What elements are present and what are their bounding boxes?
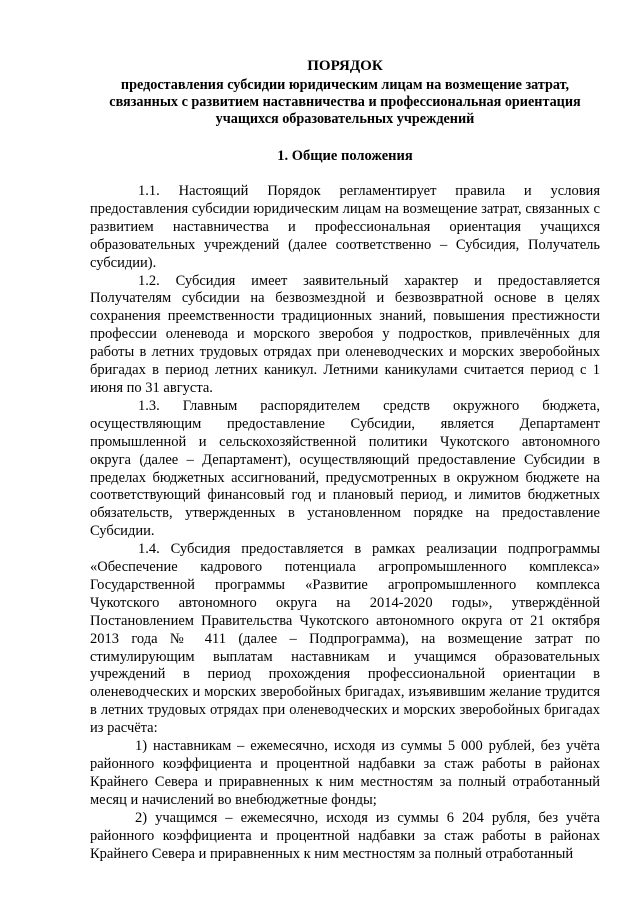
paragraph-1-4: 1.4. Субсидия предоставляется в рамках реализации подпрограммы «Обеспечение кадрового потенциала агропромышленного комплекса» Государственной программы «Развитие агропромышленного комплекса Чукотского автономного округа на 2014-2020 годы», утверждённой Постановлением Правительства Чукотского автономного округа от 21 октября 2013 года № 411 (далее – Подпрограмма), на возмещение затрат по стимулирующим выплатам наставникам и учащимся образовательных учреждений в период прохождения профессиональной ориентации в оленеводческих и морских зверобойных бригадах, изъявившим желание трудится в летних трудовых отрядах при оленеводческих и морских зверобойных бригадах из расчёта: bbox=[90, 541, 600, 737]
paragraph-1-3: 1.3. Главным распорядителем средств окружного бюджета, осуществляющим предоставление Субсидии, является Департамент промышленной и сельскохозяйственной политики Чукотского автономного округа (далее – Департамент), осуществляющий предоставление Субсидии в пределах бюджетных ассигнований, предусмотренных в окружном бюджете на соответствующий финансовый год и плановый период, и лимитов бюджетных обязательств, утвержденных в установленном порядке на предоставление Субсидии. bbox=[90, 397, 600, 540]
document-subtitle: предоставления субсидии юридическим лицам на возмещение затрат, связанных с развитием наставничества и профессиональная ориентация учащихся образовательных учреждений bbox=[109, 77, 581, 127]
section-heading: 1. Общие положения bbox=[277, 148, 413, 164]
list-item-1: 1) наставникам – ежемесячно, исходя из суммы 5 000 рублей, без учёта районного коэффициента и процентной надбавки за стаж работы в районах Крайнего Севера и приравненных к ним местностям за полный отработанный месяц и начислений во внебюджетные фонды; bbox=[90, 738, 600, 808]
document-body bbox=[90, 58, 600, 863]
list-item-2: 2) учащимся – ежемесячно, исходя из суммы 6 204 рубля, без учёта районного коэффициента и процентной надбавки за стаж работы в районах Крайнего Севера и приравненных к ним местностям за полный отработанный bbox=[90, 809, 600, 862]
paragraph-1-1: 1.1. Настоящий Порядок регламентирует правила и условия предоставления субсидии юридическим лицам на возмещение затрат, связанных с развитием наставничества и профессиональная ориентация учащихся образовательных учреждений (далее соответственно – Субсидия, Получатель субсидии). bbox=[90, 183, 600, 271]
paragraph-1-2: 1.2. Субсидия имеет заявительный характер и предоставляется Получателям субсидии на безвозмездной и безвозвратной основе в целях сохранения преемственности традиционных знаний, повышения престижности профессии оленевода и морского зверобоя у подростков, привлечённых для работы в летних трудовых отрядах при оленеводческих и морских зверобойных бригадах в период летних каникул. Летними каникулами считается период с 1 июня по 31 августа. bbox=[90, 272, 600, 396]
document-title: ПОРЯДОК bbox=[307, 58, 383, 74]
